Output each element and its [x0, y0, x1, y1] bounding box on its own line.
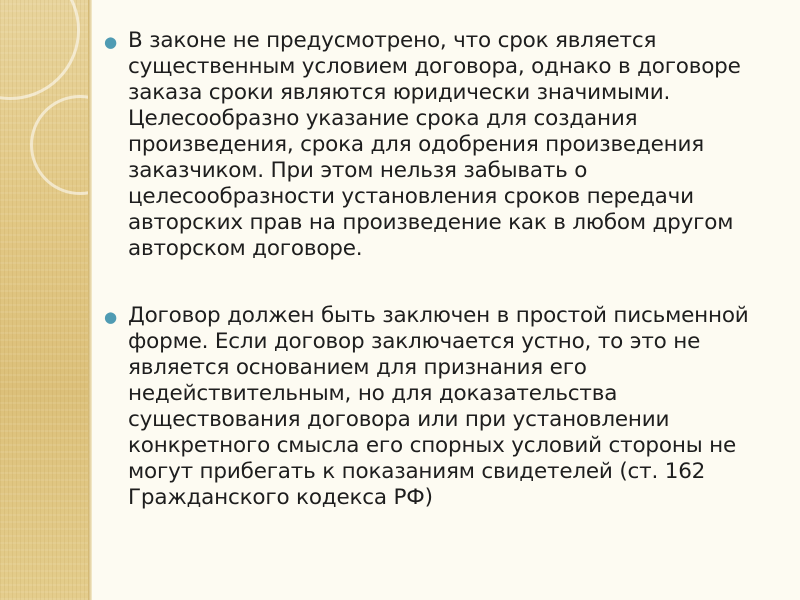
bullet-item	[104, 303, 782, 511]
decorative-circle	[0, 0, 80, 100]
bullet-text: В законе не предусмотрено, что срок является существенным условием договора, однако в договоре заказа сроки являются юридически значимыми. Целесообразно указание срока для создания произведения, срока для одобрения произведения заказчиком. При этом нельзя забывать о целесообразности установления сроков передачи авторских прав на произведение как в любом другом авторском договоре.	[128, 28, 741, 261]
decorative-circle	[30, 95, 89, 195]
bullet-icon: ●	[104, 308, 118, 326]
decorative-side-strip	[0, 0, 89, 600]
bullet-icon: ●	[104, 33, 118, 51]
strip-edge-divider	[88, 0, 92, 600]
bullet-item	[104, 28, 782, 262]
bullet-text: Договор должен быть заключен в простой письменной форме. Если договор заключается устно, то это не является основанием для признания его недействительным, но для доказательства существования договора или при установлении конкретного смысла его спорных условий стороны не могут прибегать к показаниям свидетелей (ст. 162 Гражданского кодекса РФ)	[128, 303, 749, 510]
slide-content	[104, 28, 782, 552]
